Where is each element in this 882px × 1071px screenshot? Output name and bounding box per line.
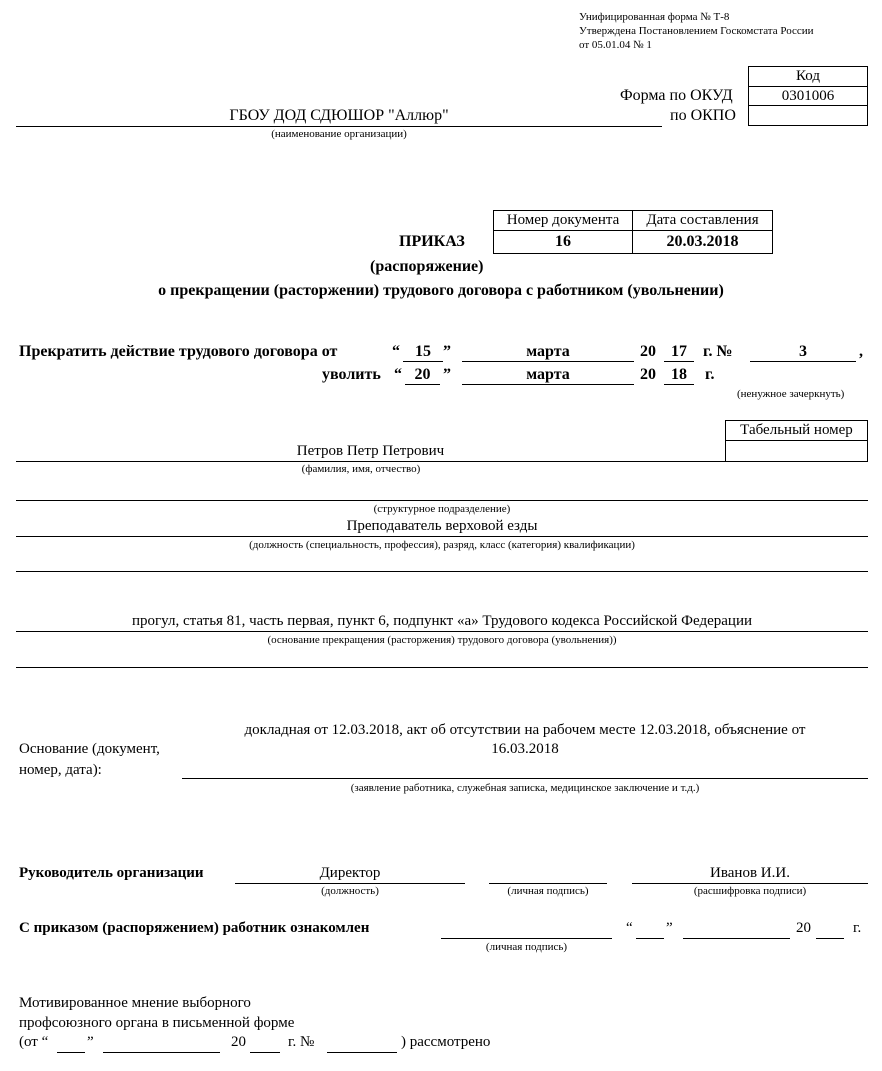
head-label: Руководитель организации — [19, 865, 204, 881]
organization-caption: (наименование организации) — [271, 128, 407, 140]
head-position-caption: (должность) — [321, 885, 379, 897]
union-year-line — [250, 1052, 280, 1053]
dismiss-quote-open: “ — [394, 366, 402, 383]
basis-caption: (заявление работника, служебная записка, медицинское заключение и т.д.) — [350, 782, 700, 794]
acquainted-signature-line — [441, 938, 612, 939]
dismiss-year-line — [664, 384, 694, 385]
contract-number-line — [750, 361, 856, 362]
termination-year-suffix: 17 — [671, 343, 687, 360]
order-subtitle: (распоряжение) — [370, 258, 484, 275]
strike-note: (ненужное зачеркнуть) — [737, 388, 845, 400]
union-line1: Мотивированное мнение выборного — [19, 995, 251, 1011]
acquainted-day-line — [636, 938, 664, 939]
acquainted-year-prefix: 20 — [796, 920, 811, 936]
doc-date-header: Дата составления — [632, 210, 773, 231]
contract-number: 3 — [799, 343, 807, 360]
termination-day: 15 — [415, 343, 431, 360]
dismiss-month-line — [462, 384, 634, 385]
termination-label: Прекратить действие трудового договора от — [19, 343, 338, 360]
head-name: Иванов И.И. — [710, 865, 790, 881]
acquainted-quote-open: “ — [626, 920, 633, 936]
department-caption: (структурное подразделение) — [373, 503, 511, 515]
tabel-number-header: Табельный номер — [725, 420, 868, 441]
termination-comma: , — [859, 343, 863, 360]
tabel-number-cell — [725, 440, 868, 462]
contract-number-label: г. № — [703, 343, 733, 360]
dismiss-day-line — [405, 384, 440, 385]
form-title-line1: Унифицированная форма № Т-8 — [579, 11, 730, 23]
termination-year-prefix: 20 — [640, 343, 656, 360]
basis-label-line2: номер, дата): — [19, 762, 102, 778]
position-line — [16, 536, 868, 537]
dismiss-month: марта — [526, 366, 570, 383]
dismiss-year-prefix: 20 — [640, 366, 656, 383]
acquainted-month-line — [683, 938, 790, 939]
order-subject: о прекращении (расторжении) трудового договора с работником (увольнении) — [158, 282, 724, 299]
okud-label: Форма по ОКУД — [620, 87, 733, 104]
head-name-line — [632, 883, 868, 884]
code-header: Код — [748, 66, 868, 87]
basis-text-line1: докладная от 12.03.2018, акт об отсутствии на рабочем месте 12.03.2018, объяснение от — [244, 722, 806, 738]
head-position: Директор — [319, 865, 381, 881]
doc-number-header: Номер документа — [493, 210, 633, 231]
organization-line — [16, 126, 662, 127]
acquainted-signature-caption: (личная подпись) — [485, 941, 568, 953]
reason-caption: (основание прекращения (расторжения) трудового договора (увольнения)) — [267, 634, 617, 646]
union-from-label: (от “ — [19, 1034, 49, 1050]
position-caption: (должность (специальность, профессия), разряд, класс (категория) квалификации) — [249, 539, 635, 551]
head-signature-line — [489, 883, 607, 884]
organization-name: ГБОУ ДОД СДЮШОР "Аллюр" — [229, 107, 449, 124]
union-day-line — [57, 1052, 85, 1053]
union-year-prefix: 20 — [231, 1034, 246, 1050]
basis-text-line2: 16.03.2018 — [491, 741, 559, 757]
termination-day-line — [403, 361, 443, 362]
acquainted-year-tail: г. — [853, 920, 862, 936]
termination-year-line — [664, 361, 694, 362]
union-number-label: г. № — [288, 1034, 315, 1050]
acquainted-label: С приказом (распоряжением) работник ознакомлен — [19, 920, 370, 936]
basis-line — [182, 778, 868, 779]
department-line — [16, 500, 868, 501]
okpo-code-cell — [748, 105, 868, 126]
union-line2: профсоюзного органа в письменной форме — [19, 1015, 295, 1031]
dismiss-quote-close: ” — [443, 366, 451, 383]
okpo-label: по ОКПО — [670, 107, 736, 124]
dismiss-label: уволить — [322, 366, 381, 383]
termination-reason: прогул, статья 81, часть первая, пункт 6, подпункт «а» Трудового кодекса Российской Федерации — [131, 613, 753, 629]
dismiss-year-suffix: 18 — [671, 366, 687, 383]
doc-number-value: 16 — [493, 230, 633, 254]
head-name-caption: (расшифровка подписи) — [693, 885, 807, 897]
reason-line — [16, 631, 868, 632]
quote-close: ” — [443, 343, 451, 360]
basis-label-line1: Основание (документ, — [19, 741, 160, 757]
form-title-line2: Утверждена Постановлением Госкомстата России — [579, 25, 814, 37]
union-quote-close: ” — [87, 1034, 94, 1050]
termination-month-line — [462, 361, 634, 362]
head-signature-caption: (личная подпись) — [507, 885, 589, 897]
quote-open: “ — [392, 343, 400, 360]
order-title: ПРИКАЗ — [399, 233, 465, 250]
union-month-line — [103, 1052, 220, 1053]
reason-extra-line — [16, 667, 868, 668]
dismiss-day: 20 — [414, 366, 431, 383]
employee-name-line — [16, 461, 725, 462]
employee-position: Преподаватель верховой езды — [346, 518, 538, 534]
union-number-line — [327, 1052, 397, 1053]
acquainted-year-line — [816, 938, 844, 939]
head-position-line — [235, 883, 465, 884]
dismiss-year-tail: г. — [705, 366, 715, 383]
position-extra-line — [16, 571, 868, 572]
form-title-line3: от 05.01.04 № 1 — [579, 39, 652, 51]
acquainted-quote-close: ” — [666, 920, 673, 936]
termination-month: марта — [526, 343, 570, 360]
employee-name-caption: (фамилия, имя, отчество) — [301, 463, 421, 475]
union-tail: ) рассмотрено — [401, 1034, 491, 1050]
doc-date-value: 20.03.2018 — [632, 230, 773, 254]
okud-code-cell: 0301006 — [748, 86, 868, 106]
employee-full-name: Петров Петр Петрович — [296, 443, 445, 459]
